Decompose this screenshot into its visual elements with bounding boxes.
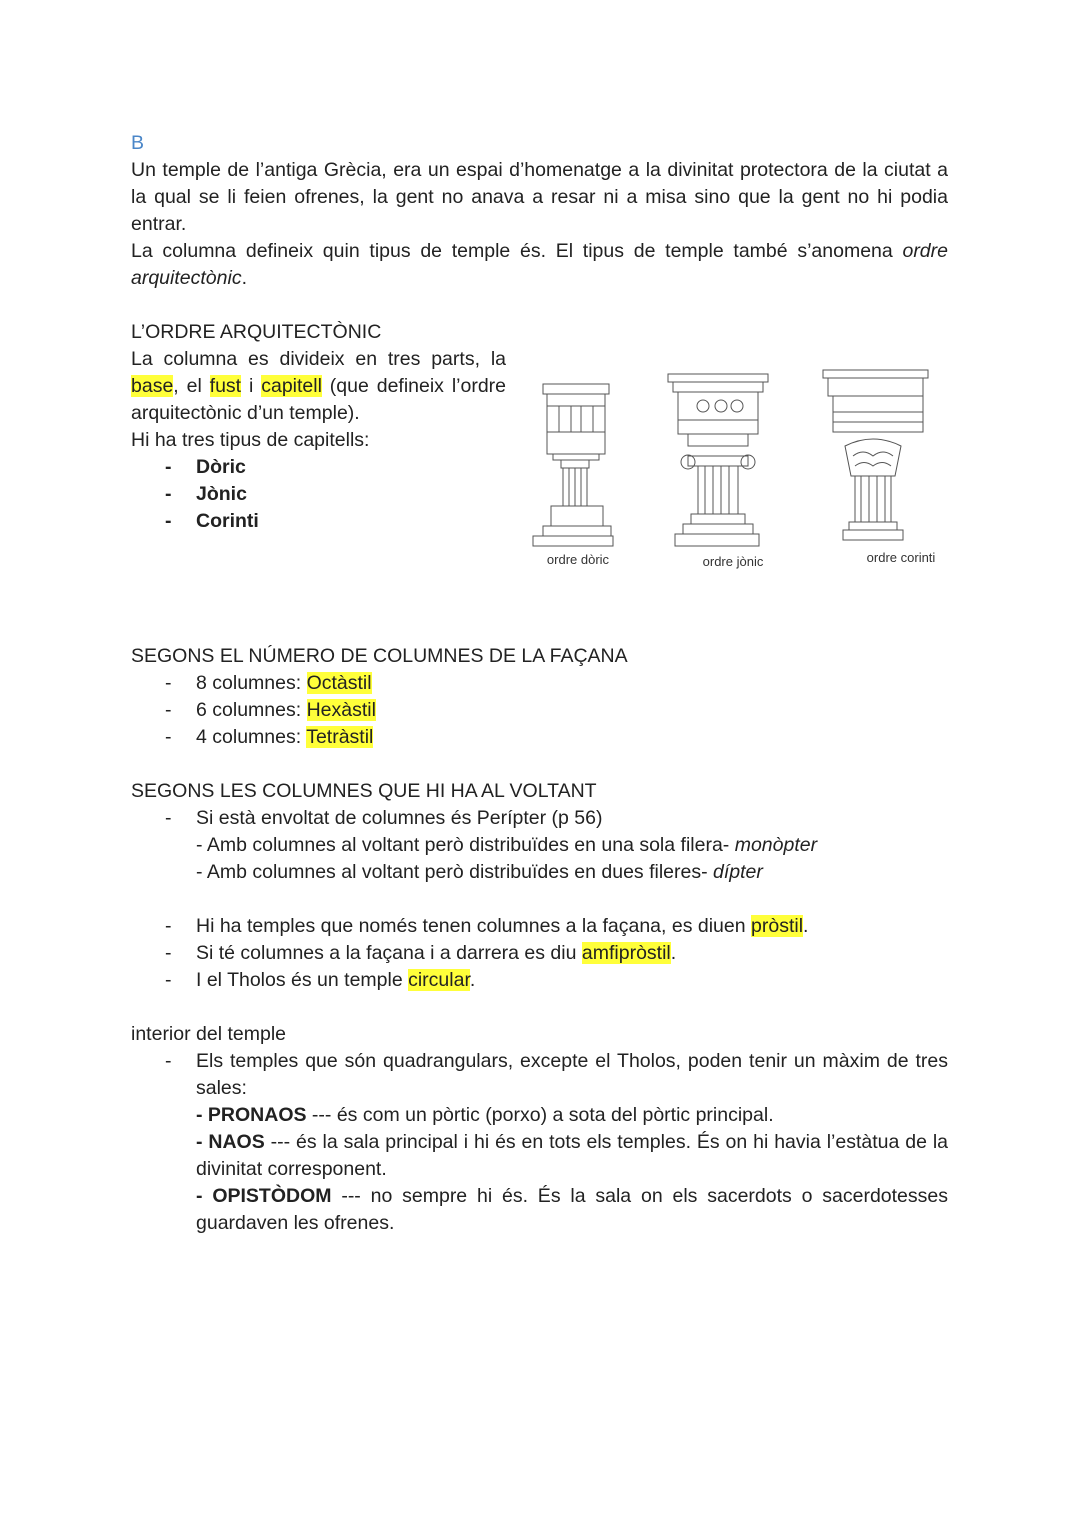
ionic-column-drawing: [668, 374, 768, 546]
item4-end: .: [469, 969, 476, 991]
highlight-prostil: pròstil: [751, 915, 804, 937]
item2-end: .: [803, 915, 809, 937]
intro-paragraph-1: Un temple de l’antiga Grècia, era un espai d’homenatge a la divinitat protectora de la ciutat a la qual se li feien ofrenes, la gent no anava a resar ni a misa sino que la gent no hi podia entrar.: [131, 159, 948, 235]
corinthian-column-drawing: [823, 370, 928, 540]
room-pronaos: [196, 1102, 948, 1129]
item4-text: I el Tholos és un temple: [196, 969, 409, 991]
caption-ionic: ordre jònic: [702, 554, 764, 569]
surrounding-list: [131, 805, 948, 832]
columns-count-heading: SEGONS EL NÚMERO DE COLUMNES DE LA FAÇANA: [131, 645, 628, 667]
interior-heading: interior del temple: [131, 1023, 286, 1045]
columns-count-list: [131, 670, 948, 751]
pronaos-text: --- és com un pòrtic (porxo) a sota del pòrtic principal.: [306, 1104, 774, 1126]
item-label: 4 columnes:: [196, 726, 307, 748]
item-label: 6 columnes:: [196, 699, 307, 721]
column-orders-figure: [523, 366, 943, 591]
item-label: 8 columnes:: [196, 672, 307, 694]
list-item: [131, 670, 948, 697]
capital-type-corinthian: - Corinti: [131, 508, 506, 535]
intro-p2-end: .: [241, 267, 247, 289]
highlight-circular: circular: [408, 969, 470, 991]
surrounding-heading: SEGONS LES COLUMNES QUE HI HA AL VOLTANT: [131, 780, 597, 802]
sub1-text: - Amb columnes al voltant però distribuïdes en una sola filera-: [196, 834, 735, 856]
sub-item-dipter: [131, 859, 948, 886]
highlight-hexastil: Hexàstil: [306, 699, 376, 721]
sub1-italic: monòpter: [734, 834, 818, 856]
highlight-octastil: Octàstil: [306, 672, 372, 694]
room-naos: [196, 1129, 948, 1183]
order-paragraph: [131, 346, 506, 427]
item3-text: Si té columnes a la façana i a darrera es diu: [196, 942, 582, 964]
order-text-end: (que defineix l’ordre arquitectònic d’un temple).: [131, 375, 507, 424]
highlight-base: base: [131, 375, 174, 397]
highlight-tetrastil: Tetràstil: [306, 726, 374, 748]
interior-list: [131, 1048, 948, 1237]
item2-text: Hi ha temples que només tenen columnes a la façana, es diuen: [196, 915, 752, 937]
sub2-text: - Amb columnes al voltant però distribuïdes en dues fileres-: [196, 861, 714, 883]
highlight-amfiprostil: amfipròstil: [581, 942, 671, 964]
order-section: [131, 346, 948, 589]
list-item: [131, 967, 948, 994]
intro-p2-italic: ordre arquitectònic: [131, 240, 948, 289]
intro-p2-start: La columna defineix quin tipus de temple és. El tipus de temple també s’anomena: [131, 240, 903, 262]
item3-end: .: [670, 942, 677, 964]
opistodom-label: - OPISTÒDOM: [196, 1185, 332, 1207]
list-item: [131, 724, 948, 751]
sub-item-monopter: [131, 832, 948, 859]
opistodom-text: --- no sempre hi és. És la sala on els sacerdots o sacerdotesses guardaven les ofrenes.: [196, 1185, 948, 1234]
capital-types-intro: Hi ha tres tipus de capitells:: [131, 429, 370, 451]
doric-column-drawing: [533, 384, 613, 546]
naos-label: - NAOS: [196, 1131, 265, 1153]
order-text-mid1: , el: [173, 375, 210, 397]
order-heading: L’ORDRE ARQUITECTÒNIC: [131, 321, 382, 343]
caption-corinthian: ordre corinti: [866, 550, 936, 565]
capital-type-ionic: - Jònic: [131, 481, 506, 508]
section-letter: B: [131, 132, 145, 154]
capital-type-doric: - Dòric: [131, 454, 506, 481]
list-item: [131, 913, 948, 940]
surrounding-list-2: [131, 913, 948, 994]
pronaos-label: - PRONAOS: [196, 1104, 307, 1126]
room-opistodom: [196, 1183, 948, 1237]
list-item: [131, 697, 948, 724]
column-orders-illustration: [523, 366, 943, 591]
document-page: [131, 130, 948, 1237]
naos-text: --- és la sala principal i hi és en tots els temples. És on hi havia l’estàtua de la divinitat corresponent.: [196, 1131, 949, 1180]
order-text-mid2: i: [241, 375, 262, 397]
list-item: - Si està envoltat de columnes és Perípter (p 56): [131, 805, 948, 832]
list-item: [131, 940, 948, 967]
highlight-capitell: capitell: [261, 375, 322, 397]
caption-doric: ordre dòric: [546, 552, 610, 567]
highlight-fust: fust: [209, 375, 242, 397]
intro-paragraph-2: [131, 238, 948, 292]
capital-types-list: [131, 454, 506, 535]
interior-intro: - Els temples que són quadrangulars, excepte el Tholos, poden tenir un màxim de tres sales:: [196, 1050, 948, 1099]
list-item: [131, 1048, 948, 1237]
sub2-italic: dípter: [713, 861, 763, 883]
order-text-start: La columna es divideix en tres parts, la: [131, 348, 506, 370]
